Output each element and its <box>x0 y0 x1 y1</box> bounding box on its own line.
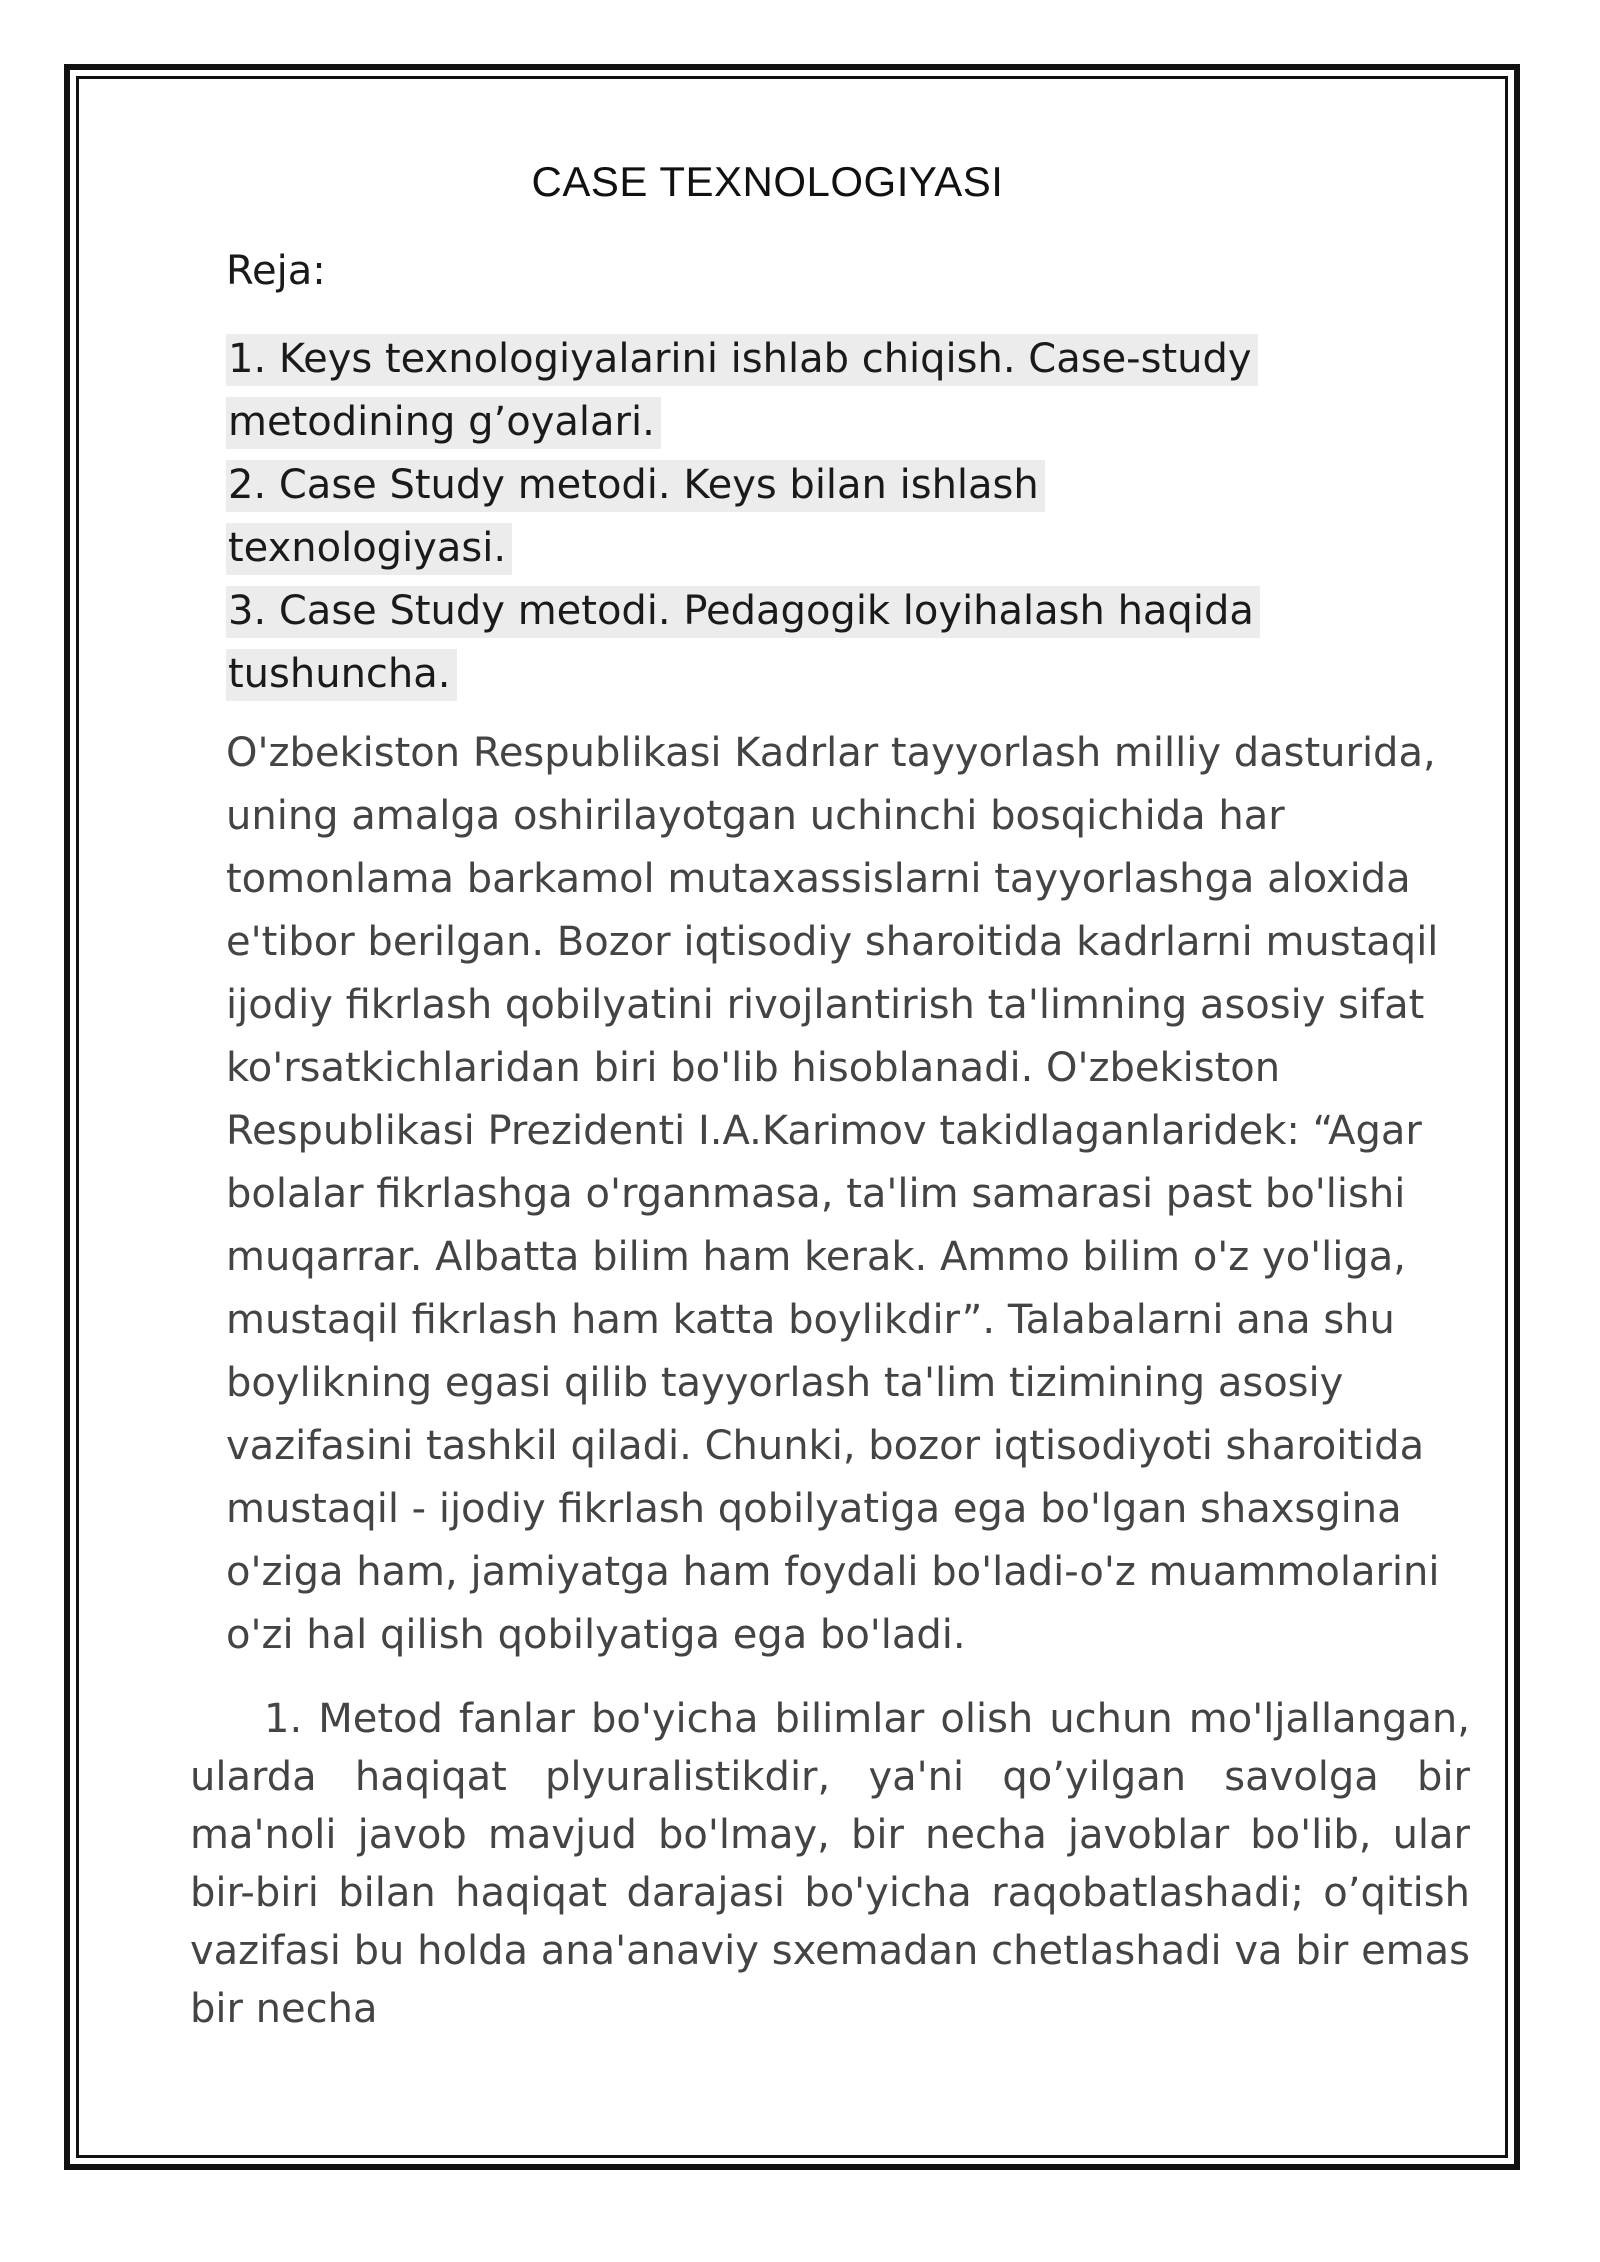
plan-item <box>226 580 1326 706</box>
method-paragraph: 1. Metod fanlar bo'yicha bilimlar olish uchun mo'ljallangan, ularda haqiqat plyuralistikdir, ya'ni qo’yilgan savolga bir ma'noli javob mavjud bo'lmay, bir necha javoblar bo'lib, ular bir-biri bilan haqiqat darajasi bo'yicha raqobatlashadi; o’qitish vazifasi bu holda ana'anaviy sxemadan chetlashadi va bir emas bir necha <box>190 1696 1470 2032</box>
plan-item <box>226 328 1326 454</box>
plan-label: Reja: <box>226 248 326 294</box>
plan-item-text: 3. Case Study metodi. Pedagogik loyihalash haqida tushuncha. <box>226 586 1260 701</box>
plan-item-text: 2. Case Study metodi. Keys bilan ishlash texnologiyasi. <box>226 460 1045 575</box>
intro-paragraph: O'zbekiston Respublikasi Kadrlar tayyorlash milliy dasturida, uning amalga oshirilayotgan uchinchi bosqichida har tomonlama barkamol mutaxassislarni tayyorlashga aloxida e'tibor berilgan. Bozor iqtisodiy sharoitida kadrlarni mustaqil ijodiy fikrlash qobilyatini rivojlantirish ta'limning asosiy sifat ko'rsatkichlaridan biri bo'lib hisoblanadi. O'zbekiston Respublikasi Prezidenti I.A.Karimov takidlaganlaridek: “Agar bolalar fikrlashga o'rganmasa, ta'lim samarasi past bo'lishi muqarrar. Albatta bilim ham kerak. Ammo bilim o'z yo'liga, mustaqil fikrlash ham katta boylikdir”. Talabalarni ana shu boylikning egasi qilib tayyorlash ta'lim tizimining asosiy vazifasini tashkil qiladi. Chunki, bozor iqtisodiyoti sharoitida mustaqil - ijodiy fikrlash qobilyatiga ega bo'lgan shaxsgina o'ziga ham, jamiyatga ham foydali bo'ladi-o'z muammolarini o'zi hal qilish qobilyatiga ega bo'ladi. <box>226 730 1440 1658</box>
document-title: CASE TEXNOLOGIYASI <box>531 158 1004 205</box>
plan-item <box>226 454 1326 580</box>
plan-list <box>226 328 1326 706</box>
plan-item-text: 1. Keys texnologiyalarini ishlab chiqish. Case-study metodining g’oyalari. <box>226 334 1258 449</box>
